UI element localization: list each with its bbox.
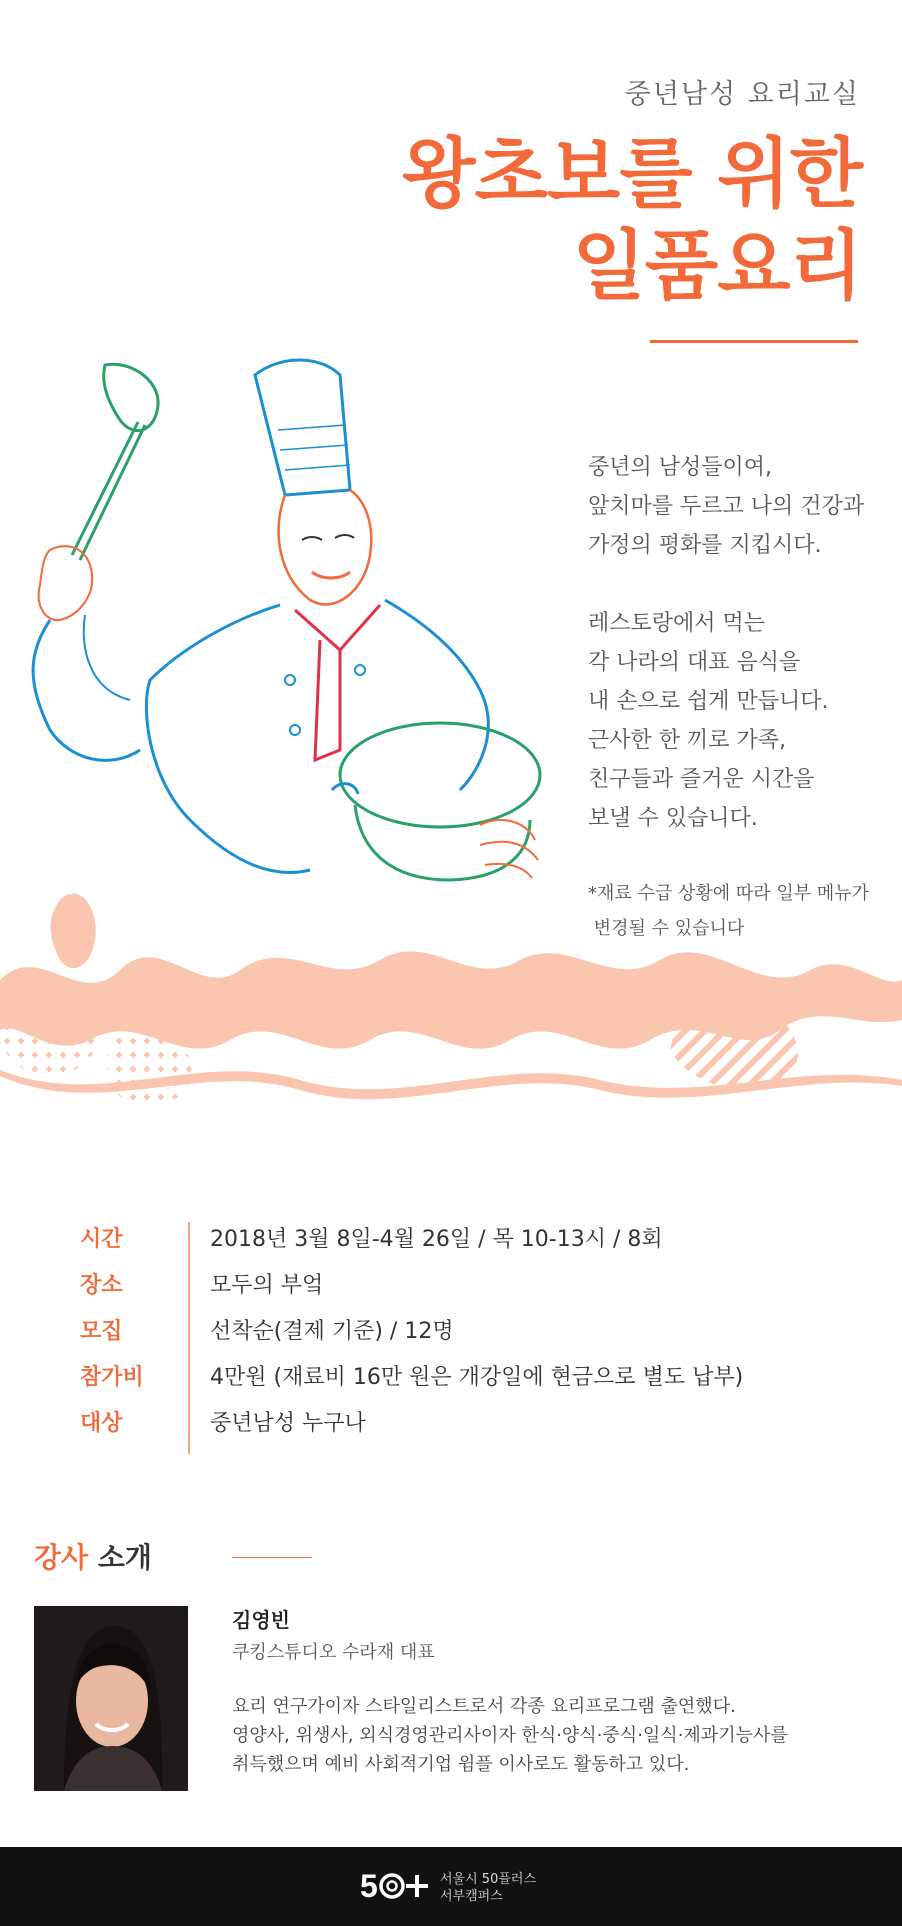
info-label: 모집	[80, 1319, 123, 1344]
class-subtitle: 중년남성 요리교실	[624, 79, 860, 110]
info-value: 4만원 (재료비 16만 원은 개강일에 현금으로 별도 납부)	[210, 1365, 744, 1390]
intro-line: 보낼 수 있습니다.	[588, 806, 758, 831]
info-label: 참가비	[80, 1365, 144, 1390]
instructor-title-accent: 강사	[34, 1541, 89, 1574]
intro-line: 중년의 남성들이여,	[588, 455, 773, 480]
instructor-name: 김영빈	[232, 1608, 290, 1632]
page-title	[402, 128, 862, 312]
intro-line: 가정의 평화를 지킵시다.	[588, 533, 822, 558]
title-line-2: 일품요리	[572, 221, 862, 310]
logo-line-2: 서부캠퍼스	[440, 1889, 503, 1904]
intro-paragraph-2	[588, 604, 864, 838]
intro-paragraph-1	[588, 448, 864, 565]
instructor-portrait-icon	[34, 1606, 188, 1791]
info-divider	[188, 1222, 190, 1454]
fifty-plus-logo-icon	[360, 1866, 436, 1906]
instructor-photo	[34, 1606, 188, 1791]
intro-line: 레스토랑에서 먹는	[588, 611, 766, 636]
info-value: 모두의 부엌	[210, 1273, 324, 1298]
bio-line: 영양사, 위생사, 외식경영관리사이자 한식·양식·중식·일식·제과기능사를	[232, 1725, 788, 1746]
footer-logo-text	[440, 1871, 536, 1905]
intro-line: 친구들과 즐거운 시간을	[588, 767, 815, 792]
instructor-bio	[232, 1692, 872, 1779]
logo-line-1: 서울시 50플러스	[440, 1872, 537, 1887]
bio-line: 요리 연구가이자 스타일리스트로서 각종 요리프로그램 출연했다.	[232, 1696, 736, 1717]
intro-line: 내 손으로 쉽게 만듭니다.	[588, 689, 829, 714]
instructor-divider	[232, 1557, 312, 1558]
note-line: 변경될 수 있습니다	[588, 918, 745, 939]
info-label: 시간	[80, 1227, 123, 1252]
svg-text:5: 5	[360, 1868, 378, 1904]
intro-line: 각 나라의 대표 음식을	[588, 650, 801, 675]
title-divider	[650, 340, 858, 343]
info-value: 선착순(결제 기준) / 12명	[210, 1319, 454, 1344]
info-label: 장소	[80, 1273, 123, 1298]
info-label: 대상	[80, 1411, 123, 1436]
chef-illustration	[10, 350, 550, 910]
wave-decoration	[0, 880, 902, 1140]
info-value: 중년남성 누구나	[210, 1411, 366, 1436]
info-value: 2018년 3월 8일-4월 26일 / 목 10-13시 / 8회	[210, 1227, 663, 1252]
bio-line: 취득했으며 예비 사회적기업 윔플 이사로도 활동하고 있다.	[232, 1754, 690, 1775]
instructor-role: 쿠킹스튜디오 수라재 대표	[232, 1642, 435, 1663]
title-line-1: 왕초보를 위한	[402, 129, 862, 218]
note-line: *재료 수급 상황에 따라 일부 메뉴가	[588, 883, 870, 904]
intro-text	[588, 448, 864, 877]
intro-line: 근사한 한 끼로 가족,	[588, 728, 786, 753]
instructor-title-rest: 소개	[88, 1541, 152, 1574]
instructor-section-title	[34, 1536, 152, 1576]
intro-line: 앞치마를 두르고 나의 건강과	[588, 494, 865, 519]
